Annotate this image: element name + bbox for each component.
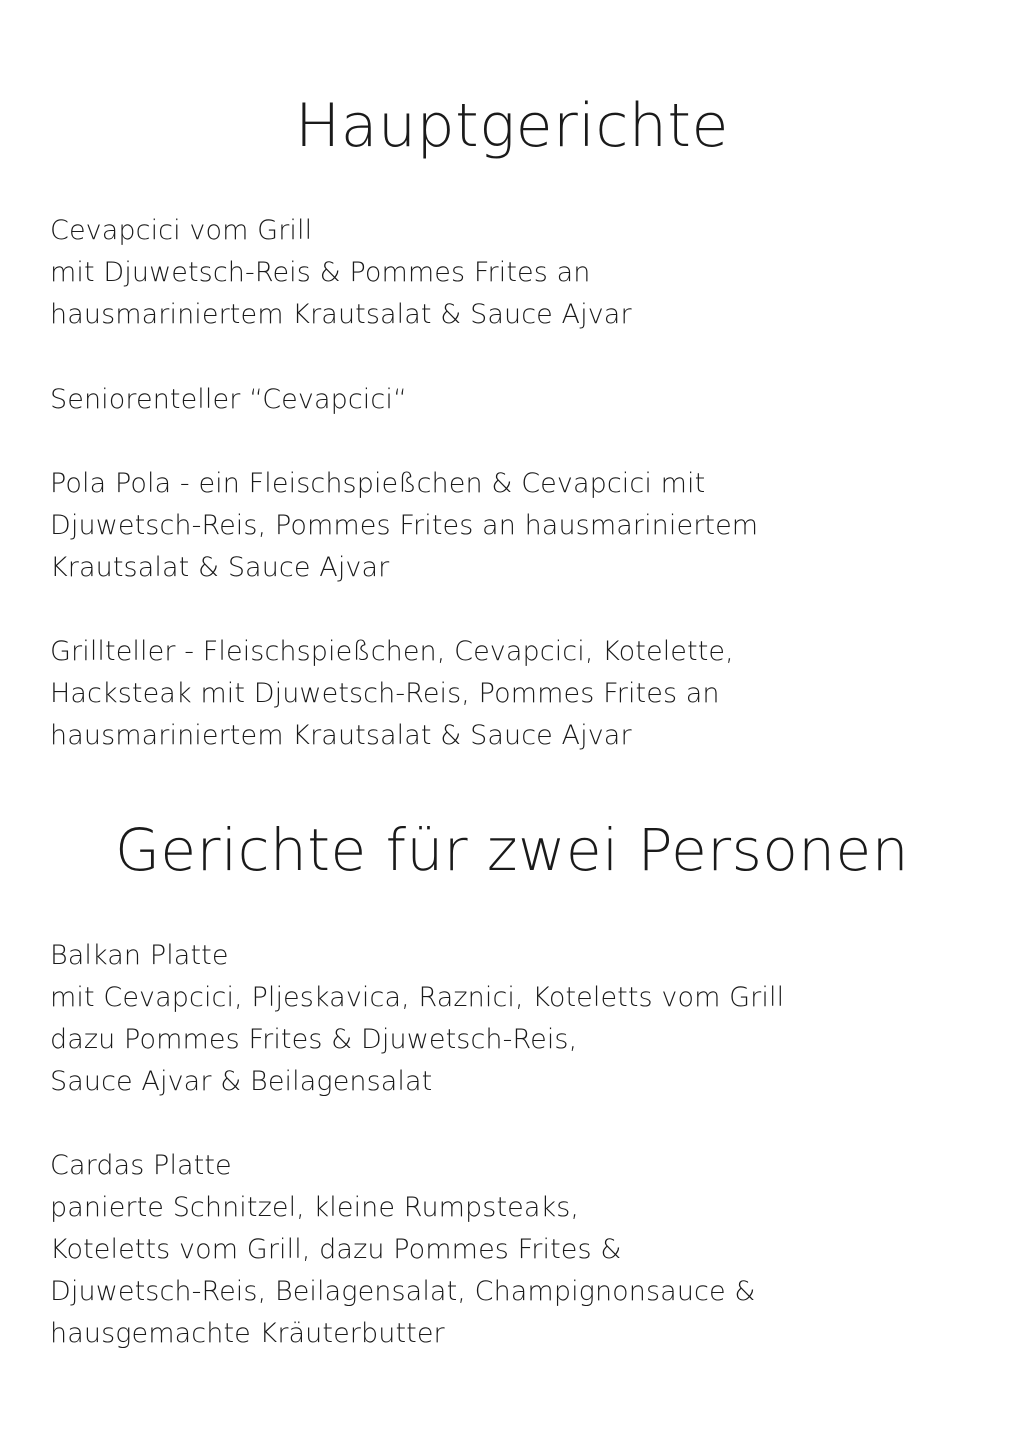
menu-item-description: Sauce Ajvar & Beilagensalat — [50, 1066, 433, 1097]
menu-item-title: Cardas Platte — [50, 1150, 232, 1181]
menu-item-description: Krautsalat & Sauce Ajvar — [50, 552, 390, 583]
menu-item-description: dazu Pommes Frites & Djuwetsch-Reis, — [50, 1024, 578, 1055]
menu-item-grillteller — [50, 631, 990, 757]
menu-item-title: Grillteller - Fleischspießchen, Cevapcici, Kotelette, — [50, 636, 734, 667]
menu-item-cardas-platte — [50, 1145, 990, 1355]
menu-item-description: Djuwetsch-Reis, Pommes Frites an hausmariniertem — [50, 510, 759, 541]
menu-item-description: hausgemachte Kräuterbutter — [50, 1318, 445, 1349]
menu-item-description: hausmariniertem Krautsalat & Sauce Ajvar — [50, 720, 632, 751]
menu-item-title: Balkan Platte — [50, 940, 229, 971]
menu-item-description: panierte Schnitzel, kleine Rumpsteaks, — [50, 1192, 580, 1223]
menu-item-description: Hacksteak mit Djuwetsch-Reis, Pommes Frites an — [50, 678, 720, 709]
menu-item-title: Cevapcici vom Grill — [50, 215, 313, 246]
menu-item-description: Djuwetsch-Reis, Beilagensalat, Champignonsauce & — [50, 1276, 756, 1307]
section-heading-main-dishes: Hauptgerichte — [295, 91, 729, 161]
section-heading-two-person-dishes: Gerichte für zwei Personen — [114, 816, 910, 884]
menu-item-pola-pola — [50, 463, 990, 589]
menu-item-title: Pola Pola - ein Fleischspießchen & Cevapcici mit — [50, 468, 706, 499]
menu-item-title: Seniorenteller “Cevapcici“ — [50, 384, 408, 415]
menu-item-balkan-platte — [50, 935, 990, 1103]
menu-item-seniorenteller — [50, 379, 990, 421]
menu-item-description: mit Djuwetsch-Reis & Pommes Frites an — [50, 257, 591, 288]
menu-item-description: hausmariniertem Krautsalat & Sauce Ajvar — [50, 299, 632, 330]
menu-item-description: Koteletts vom Grill, dazu Pommes Frites & — [50, 1234, 622, 1265]
menu-item-description: mit Cevapcici, Pljeskavica, Raznici, Koteletts vom Grill — [50, 982, 785, 1013]
menu-item-cevapcici-vom-grill — [50, 210, 990, 336]
